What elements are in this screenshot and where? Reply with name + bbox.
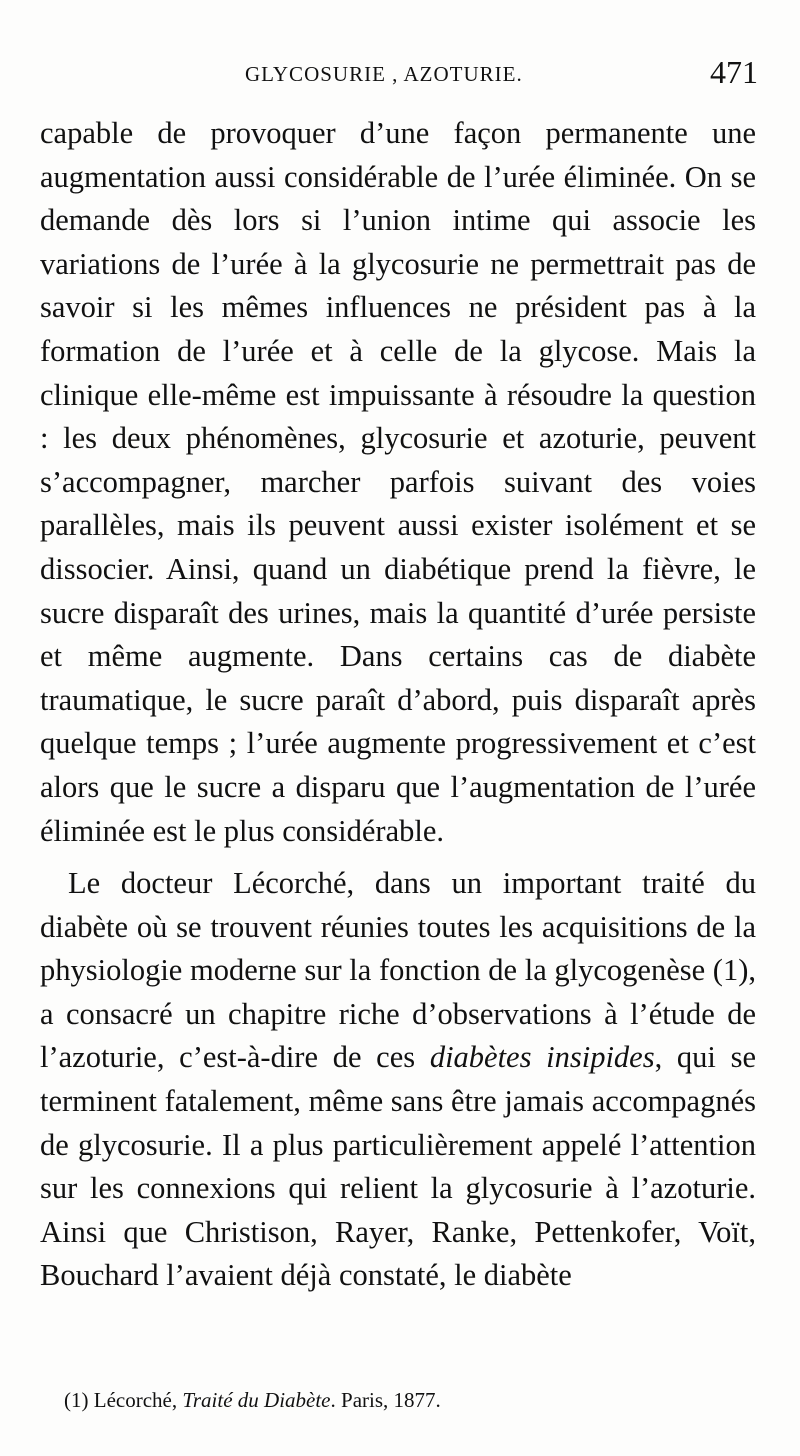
running-header	[40, 54, 760, 100]
footnote-title: Traité du Diabète	[182, 1388, 331, 1412]
italic-term: diabètes insipides	[429, 1040, 655, 1075]
paragraph-text: capable de provoquer d’une façon permanente une augmentation aussi considérable de l’urée éliminée. On se demande dès lors si l’union intime qui associe les variations de l’urée à la glycosurie ne permettrait pas de savoir si les mêmes influences ne président pas à la formation de l’urée et à celle de la glycose. Mais la clinique elle-même est impuissante à résoudre la question : les deux phénomènes, glycosurie et azoturie, peuvent s’accompagner, marcher parfois suivant des voies parallèles, mais ils peuvent aussi exister isolément et se dissocier. Ainsi, quand un diabétique prend la fièvre, le sucre disparaît des urines, mais la quantité d’urée persiste et même augmente. Dans certains cas de diabète traumatique, le sucre paraît d’abord, puis disparaît après quelque temps ; l’urée augmente progressivement et c’est alors que le sucre a disparu que l’augmentation de l’urée éliminée est le plus considérable.	[40, 116, 756, 848]
running-title: GLYCOSURIE , AZOTURIE.	[245, 62, 523, 86]
paragraph	[40, 112, 756, 853]
footnote-publication: . Paris, 1877.	[330, 1388, 441, 1412]
page-number: 471	[710, 54, 758, 90]
paragraph	[40, 862, 756, 1298]
footnote	[64, 1388, 744, 1413]
body-text	[40, 112, 756, 1298]
paragraph-text: , qui se terminent fatalement, même sans être jamais accompagnés de glycosurie. Il a plus particulièrement appelé l’attention sur les connexions qui relient la glycosurie à l’azoturie. Ainsi que Christison, Rayer, Ranke, Pettenkofer, Voït, Bouchard l’avaient déjà constaté, le diabète	[40, 1040, 756, 1293]
footnote-author: (1) Lécorché,	[64, 1388, 183, 1412]
paragraph-text: Le docteur Lécorché, dans un important traité du diabète où se trouvent réunies toutes les acquisitions de la physiologie moderne sur la fonction de la glycogenèse (1), a consacré un chapitre riche d’observations à l’étude de l’azoturie, c’est-à-dire de ces	[40, 866, 756, 1075]
